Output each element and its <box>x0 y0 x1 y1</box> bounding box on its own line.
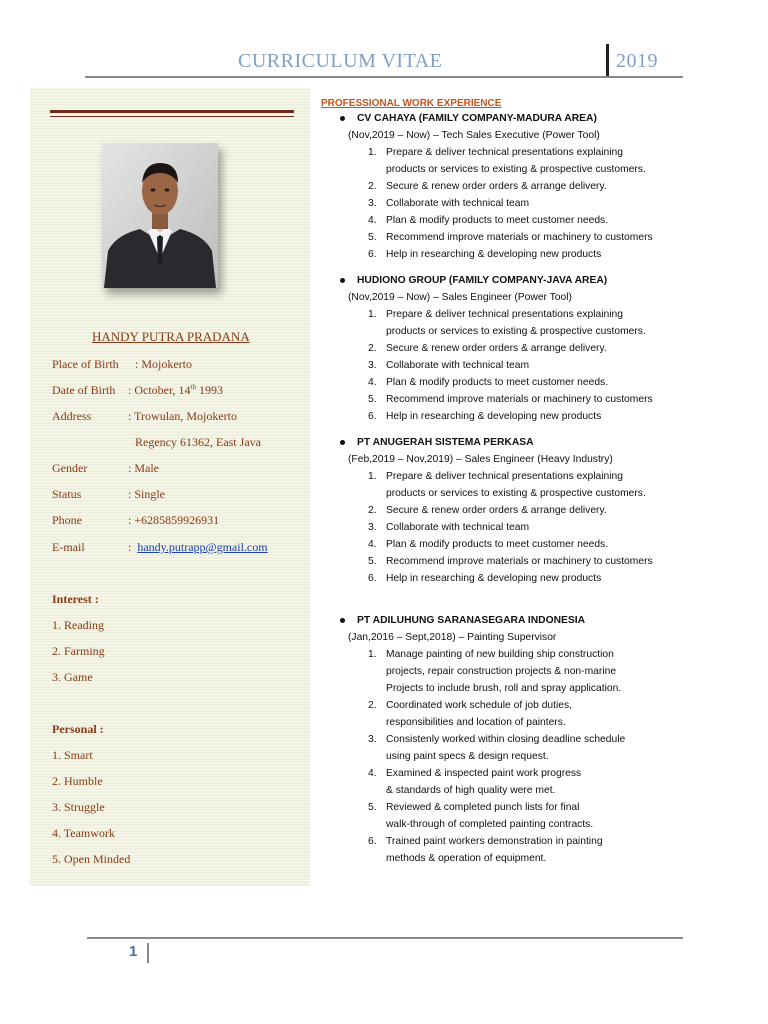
duty-item <box>340 646 720 697</box>
duty-number: 3. <box>368 198 377 209</box>
duty-text: Prepare & deliver technical presentations explaining products or services to existing & prospective customers. <box>386 147 646 175</box>
duty-item <box>340 195 720 212</box>
email-link[interactable]: handy.putrapp@gmail.com <box>137 540 268 554</box>
cv-title: CURRICULUM VITAE <box>238 50 443 72</box>
duty-item <box>340 765 720 799</box>
job-duties <box>340 646 720 867</box>
duty-number: 5. <box>368 394 377 405</box>
duty-text: Examined & inspected paint work progress & standards of high quality were met. <box>386 768 582 796</box>
field-value-place-of-birth: : Mojokerto <box>135 357 192 371</box>
field-label-phone: Phone <box>52 513 82 527</box>
duty-text: Trained paint workers demonstration in painting methods & operation of equipment. <box>386 836 603 864</box>
duty-text: Coordinated work schedule of job duties, responsibilities and location of painters. <box>386 700 573 728</box>
duty-item <box>340 144 720 178</box>
duty-text: Help in researching & developing new products <box>386 573 602 584</box>
job-company <box>340 612 720 629</box>
duty-text: Manage painting of new building ship construction projects, repair construction projects & non-marine Projects to include brush, roll and spray application. <box>386 649 622 694</box>
job-period: (Jan,2016 – Sept,2018) – Painting Supervisor <box>348 632 557 643</box>
job-entry <box>340 272 720 425</box>
personal-item: 2. Humble <box>52 774 103 788</box>
dob-year: 1993 <box>195 383 223 397</box>
duty-number: 2. <box>368 505 377 516</box>
duty-number: 4. <box>368 768 377 779</box>
duty-text: Secure & renew order orders & arrange delivery. <box>386 343 607 354</box>
field-label-date-of-birth: Date of Birth <box>52 383 116 397</box>
duty-item <box>340 306 720 340</box>
duty-item <box>340 357 720 374</box>
interest-item: 1. Reading <box>52 618 104 632</box>
duty-text: Recommend improve materials or machinery to customers <box>386 232 653 243</box>
duty-text: Collaborate with technical team <box>386 360 530 371</box>
year-divider <box>606 44 609 78</box>
job-company-text: HUDIONO GROUP (FAMILY COMPANY-JAVA AREA) <box>357 275 608 286</box>
interest-item: 2. Farming <box>52 644 105 658</box>
duty-item <box>340 178 720 195</box>
duty-text: Help in researching & developing new products <box>386 411 602 422</box>
duty-text: Recommend improve materials or machinery to customers <box>386 556 653 567</box>
field-value-date-of-birth <box>128 383 223 398</box>
profile-photo <box>102 143 218 288</box>
duty-number: 6. <box>368 411 377 422</box>
interest-item: 3. Game <box>52 670 93 684</box>
duty-number: 1. <box>368 649 377 660</box>
field-label-gender: Gender <box>52 461 88 475</box>
duty-number: 6. <box>368 573 377 584</box>
personal-heading: Personal : <box>52 722 104 736</box>
job-period: (Feb,2019 – Nov,2019) – Sales Engineer (Heavy Industry) <box>348 454 613 465</box>
job-entry <box>340 434 720 587</box>
dob-value: : October, 14 <box>128 383 191 397</box>
duty-number: 5. <box>368 556 377 567</box>
duty-text: Help in researching & developing new products <box>386 249 602 260</box>
job-duties <box>340 306 720 425</box>
personal-item: 1. Smart <box>52 748 93 762</box>
duty-number: 4. <box>368 215 377 226</box>
job-company <box>340 110 720 127</box>
job-entry <box>340 612 720 867</box>
email-colon: : <box>128 540 132 554</box>
duty-item <box>340 374 720 391</box>
duty-text: Collaborate with technical team <box>386 198 530 209</box>
job-period: (Nov,2019 – Now) – Sales Engineer (Power Tool) <box>348 292 572 303</box>
duty-number: 5. <box>368 802 377 813</box>
duty-item <box>340 697 720 731</box>
field-value-gender: : Male <box>128 461 159 475</box>
field-label-email: E-mail <box>52 540 85 554</box>
job-company <box>340 434 720 451</box>
duty-text: Consistenly worked within closing deadline schedule using paint specs & design request. <box>386 734 626 762</box>
duty-item <box>340 536 720 553</box>
duty-item <box>340 340 720 357</box>
duty-number: 2. <box>368 181 377 192</box>
duty-number: 1. <box>368 309 377 320</box>
duty-item <box>340 502 720 519</box>
person-portrait <box>102 143 218 288</box>
field-label-address: Address <box>52 409 92 423</box>
duty-text: Recommend improve materials or machinery to customers <box>386 394 653 405</box>
duty-number: 6. <box>368 249 377 260</box>
profile-name: HANDY PUTRA PRADANA <box>92 329 250 344</box>
personal-item: 5. Open Minded <box>52 852 131 866</box>
personal-item: 3. Struggle <box>52 800 105 814</box>
bullet-icon <box>340 618 345 623</box>
field-value-email <box>128 540 268 555</box>
footer-rule <box>87 937 683 939</box>
duty-text: Plan & modify products to meet customer needs. <box>386 539 609 550</box>
dob-suffix: th <box>190 383 196 391</box>
duty-item <box>340 468 720 502</box>
duty-item <box>340 731 720 765</box>
duty-text: Plan & modify products to meet customer needs. <box>386 377 609 388</box>
duty-number: 3. <box>368 360 377 371</box>
duty-text: Collaborate with technical team <box>386 522 530 533</box>
job-company-text: PT ANUGERAH SISTEMA PERKASA <box>357 437 534 448</box>
page-number: 1 <box>129 943 138 960</box>
duty-number: 3. <box>368 734 377 745</box>
duty-number: 2. <box>368 700 377 711</box>
duty-item <box>340 553 720 570</box>
page-number-bar <box>147 943 149 963</box>
duty-number: 4. <box>368 377 377 388</box>
experience-heading: PROFESSIONAL WORK EXPERIENCE <box>321 98 502 109</box>
job-period: (Nov,2019 – Now) – Tech Sales Executive (Power Tool) <box>348 130 600 141</box>
interest-heading: Interest : <box>52 592 99 606</box>
duty-text: Secure & renew order orders & arrange delivery. <box>386 181 607 192</box>
duty-number: 6. <box>368 836 377 847</box>
duty-number: 1. <box>368 471 377 482</box>
job-company <box>340 272 720 289</box>
job-duties <box>340 144 720 263</box>
duty-item <box>340 570 720 587</box>
job-duties <box>340 468 720 587</box>
field-label-status: Status <box>52 487 82 501</box>
duty-number: 2. <box>368 343 377 354</box>
bullet-icon <box>340 278 345 283</box>
duty-item <box>340 408 720 425</box>
cv-year: 2019 <box>616 50 658 72</box>
field-value-status: : Single <box>128 487 166 501</box>
field-value-address-line2: Regency 61362, East Java <box>135 435 261 449</box>
duty-item <box>340 833 720 867</box>
sidebar-rule-thin <box>50 116 294 117</box>
job-entry <box>340 110 720 263</box>
field-value-phone: : +6285859926931 <box>128 513 220 527</box>
duty-item <box>340 229 720 246</box>
job-company-text: PT ADILUHUNG SARANASEGARA INDONESIA <box>357 615 586 626</box>
job-company-text: CV CAHAYA (FAMILY COMPANY-MADURA AREA) <box>357 113 597 124</box>
duty-item <box>340 391 720 408</box>
duty-item <box>340 212 720 229</box>
sidebar-rule-thick <box>50 110 294 113</box>
duty-number: 1. <box>368 147 377 158</box>
duty-text: Reviewed & completed punch lists for final walk-through of completed painting contracts. <box>386 802 594 830</box>
duty-text: Prepare & deliver technical presentations explaining products or services to existing & prospective customers. <box>386 471 646 499</box>
duty-number: 3. <box>368 522 377 533</box>
duty-item <box>340 799 720 833</box>
field-label-place-of-birth: Place of Birth <box>52 357 119 371</box>
duty-number: 5. <box>368 232 377 243</box>
duty-text: Plan & modify products to meet customer needs. <box>386 215 609 226</box>
personal-item: 4. Teamwork <box>52 826 115 840</box>
duty-item <box>340 246 720 263</box>
bullet-icon <box>340 116 345 121</box>
field-value-address: : Trowulan, Mojokerto <box>128 409 238 423</box>
duty-item <box>340 519 720 536</box>
duty-text: Prepare & deliver technical presentations explaining products or services to existing & prospective customers. <box>386 309 646 337</box>
bullet-icon <box>340 440 345 445</box>
duty-text: Secure & renew order orders & arrange delivery. <box>386 505 607 516</box>
header-rule <box>85 76 683 78</box>
duty-number: 4. <box>368 539 377 550</box>
